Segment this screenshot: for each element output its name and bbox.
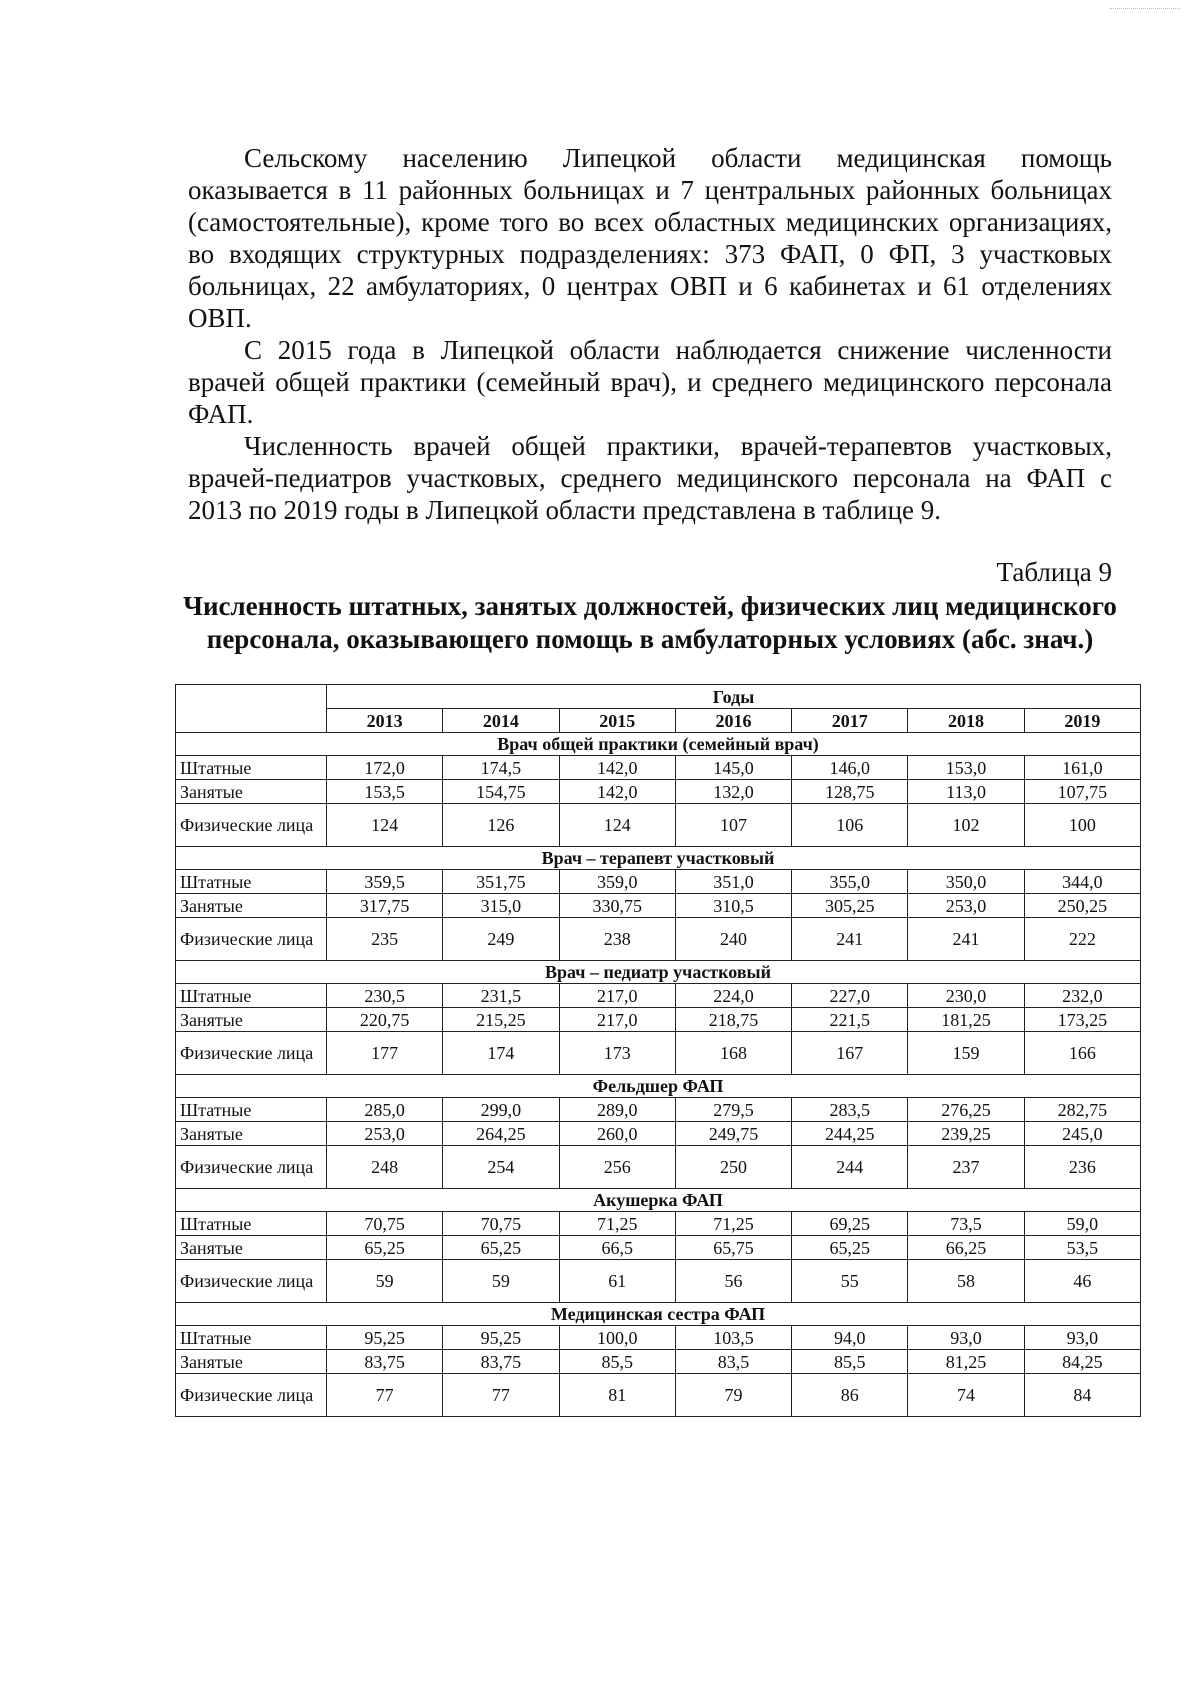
value-cell: 100,0 bbox=[559, 1326, 675, 1350]
value-cell: 351,0 bbox=[675, 870, 791, 894]
section-row bbox=[176, 1303, 1141, 1326]
value-cell: 103,5 bbox=[675, 1326, 791, 1350]
value-cell: 55 bbox=[792, 1260, 908, 1303]
value-cell: 53,5 bbox=[1024, 1236, 1140, 1260]
value-cell: 59 bbox=[443, 1260, 559, 1303]
value-cell: 315,0 bbox=[443, 894, 559, 918]
value-cell: 83,5 bbox=[675, 1350, 791, 1374]
value-cell: 174 bbox=[443, 1032, 559, 1075]
value-cell: 344,0 bbox=[1024, 870, 1140, 894]
value-cell: 248 bbox=[327, 1146, 443, 1189]
value-cell: 230,0 bbox=[908, 984, 1024, 1008]
value-cell: 239,25 bbox=[908, 1122, 1024, 1146]
row-label: Занятые bbox=[176, 1122, 327, 1146]
value-cell: 61 bbox=[559, 1260, 675, 1303]
value-cell: 217,0 bbox=[559, 984, 675, 1008]
header-corner-cell bbox=[176, 685, 327, 733]
table-row bbox=[176, 870, 1141, 894]
paragraph: С 2015 года в Липецкой области наблюдается снижение численности врачей общей практики (семейный врач), и среднего медицинского персонала ФАП. bbox=[188, 335, 1112, 429]
value-cell: 159 bbox=[908, 1032, 1024, 1075]
value-cell: 253,0 bbox=[908, 894, 1024, 918]
value-cell: 81 bbox=[559, 1374, 675, 1417]
value-cell: 181,25 bbox=[908, 1008, 1024, 1032]
table-row bbox=[176, 1098, 1141, 1122]
value-cell: 84,25 bbox=[1024, 1350, 1140, 1374]
year-header-cell: 2016 bbox=[675, 709, 791, 733]
value-cell: 70,75 bbox=[327, 1212, 443, 1236]
value-cell: 94,0 bbox=[792, 1326, 908, 1350]
value-cell: 100 bbox=[1024, 804, 1140, 847]
section-row bbox=[176, 961, 1141, 984]
table-row bbox=[176, 984, 1141, 1008]
value-cell: 66,25 bbox=[908, 1236, 1024, 1260]
value-cell: 264,25 bbox=[443, 1122, 559, 1146]
value-cell: 359,0 bbox=[559, 870, 675, 894]
value-cell: 249 bbox=[443, 918, 559, 961]
row-label: Штатные bbox=[176, 870, 327, 894]
row-label: Физические лица bbox=[176, 918, 327, 961]
value-cell: 83,75 bbox=[327, 1350, 443, 1374]
value-cell: 222 bbox=[1024, 918, 1140, 961]
header-row bbox=[176, 685, 1141, 709]
value-cell: 58 bbox=[908, 1260, 1024, 1303]
row-label: Штатные bbox=[176, 756, 327, 780]
paragraph: Сельскому населению Липецкой области медицинская помощь оказывается в 11 районных больницах и 7 центральных районных больницах (самостоятельные), кроме того во всех областных медицинских организациях, во входящих структурных подразделениях: 373 ФАП, 0 ФП, 3 участковых больницах, 22 амбулаториях, 0 центрах ОВП и 6 кабинетах и 61 отделениях ОВП. bbox=[188, 143, 1112, 333]
value-cell: 317,75 bbox=[327, 894, 443, 918]
value-cell: 77 bbox=[443, 1374, 559, 1417]
value-cell: 85,5 bbox=[559, 1350, 675, 1374]
value-cell: 299,0 bbox=[443, 1098, 559, 1122]
value-cell: 93,0 bbox=[1024, 1326, 1140, 1350]
value-cell: 240 bbox=[675, 918, 791, 961]
year-header-cell: 2018 bbox=[908, 709, 1024, 733]
section-row bbox=[176, 733, 1141, 756]
value-cell: 173 bbox=[559, 1032, 675, 1075]
value-cell: 95,25 bbox=[327, 1326, 443, 1350]
value-cell: 241 bbox=[908, 918, 1024, 961]
section-title: Врач – терапевт участковый bbox=[176, 847, 1141, 870]
value-cell: 232,0 bbox=[1024, 984, 1140, 1008]
value-cell: 350,0 bbox=[908, 870, 1024, 894]
table-row bbox=[176, 804, 1141, 847]
value-cell: 230,5 bbox=[327, 984, 443, 1008]
value-cell: 231,5 bbox=[443, 984, 559, 1008]
value-cell: 238 bbox=[559, 918, 675, 961]
value-cell: 227,0 bbox=[792, 984, 908, 1008]
value-cell: 172,0 bbox=[327, 756, 443, 780]
row-label: Штатные bbox=[176, 1098, 327, 1122]
table-row bbox=[176, 1350, 1141, 1374]
row-label: Физические лица bbox=[176, 1032, 327, 1075]
section-row bbox=[176, 1189, 1141, 1212]
value-cell: 305,25 bbox=[792, 894, 908, 918]
value-cell: 260,0 bbox=[559, 1122, 675, 1146]
value-cell: 283,5 bbox=[792, 1098, 908, 1122]
value-cell: 65,25 bbox=[327, 1236, 443, 1260]
table-row bbox=[176, 1122, 1141, 1146]
row-label: Штатные bbox=[176, 1326, 327, 1350]
section-row bbox=[176, 847, 1141, 870]
value-cell: 142,0 bbox=[559, 780, 675, 804]
value-cell: 56 bbox=[675, 1260, 791, 1303]
table-row bbox=[176, 1212, 1141, 1236]
value-cell: 224,0 bbox=[675, 984, 791, 1008]
value-cell: 168 bbox=[675, 1032, 791, 1075]
value-cell: 70,75 bbox=[443, 1212, 559, 1236]
value-cell: 79 bbox=[675, 1374, 791, 1417]
value-cell: 237 bbox=[908, 1146, 1024, 1189]
value-cell: 153,5 bbox=[327, 780, 443, 804]
value-cell: 81,25 bbox=[908, 1350, 1024, 1374]
value-cell: 65,25 bbox=[792, 1236, 908, 1260]
row-label: Занятые bbox=[176, 1350, 327, 1374]
value-cell: 282,75 bbox=[1024, 1098, 1140, 1122]
table-row bbox=[176, 1032, 1141, 1075]
row-label: Физические лица bbox=[176, 1260, 327, 1303]
value-cell: 77 bbox=[327, 1374, 443, 1417]
section-row bbox=[176, 1075, 1141, 1098]
value-cell: 250,25 bbox=[1024, 894, 1140, 918]
value-cell: 95,25 bbox=[443, 1326, 559, 1350]
table-row bbox=[176, 1008, 1141, 1032]
value-cell: 279,5 bbox=[675, 1098, 791, 1122]
value-cell: 102 bbox=[908, 804, 1024, 847]
value-cell: 84 bbox=[1024, 1374, 1140, 1417]
value-cell: 93,0 bbox=[908, 1326, 1024, 1350]
table-title: Численность штатных, занятых должностей, физических лиц медицинского персонала, оказывающего помощь в амбулаторных условиях (абс. знач.) bbox=[183, 591, 1117, 654]
row-label: Занятые bbox=[176, 894, 327, 918]
value-cell: 217,0 bbox=[559, 1008, 675, 1032]
staff-table bbox=[175, 684, 1141, 1417]
row-label: Штатные bbox=[176, 984, 327, 1008]
value-cell: 113,0 bbox=[908, 780, 1024, 804]
value-cell: 46 bbox=[1024, 1260, 1140, 1303]
value-cell: 145,0 bbox=[675, 756, 791, 780]
value-cell: 132,0 bbox=[675, 780, 791, 804]
value-cell: 236 bbox=[1024, 1146, 1140, 1189]
value-cell: 69,25 bbox=[792, 1212, 908, 1236]
row-label: Занятые bbox=[176, 1236, 327, 1260]
value-cell: 161,0 bbox=[1024, 756, 1140, 780]
year-header-cell: 2019 bbox=[1024, 709, 1140, 733]
value-cell: 167 bbox=[792, 1032, 908, 1075]
value-cell: 71,25 bbox=[675, 1212, 791, 1236]
value-cell: 73,5 bbox=[908, 1212, 1024, 1236]
table-row bbox=[176, 894, 1141, 918]
table-row bbox=[176, 1146, 1141, 1189]
value-cell: 66,5 bbox=[559, 1236, 675, 1260]
value-cell: 355,0 bbox=[792, 870, 908, 894]
table-row bbox=[176, 1374, 1141, 1417]
years-header: Годы bbox=[327, 685, 1141, 709]
value-cell: 220,75 bbox=[327, 1008, 443, 1032]
value-cell: 249,75 bbox=[675, 1122, 791, 1146]
value-cell: 310,5 bbox=[675, 894, 791, 918]
value-cell: 142,0 bbox=[559, 756, 675, 780]
value-cell: 154,75 bbox=[443, 780, 559, 804]
value-cell: 253,0 bbox=[327, 1122, 443, 1146]
value-cell: 330,75 bbox=[559, 894, 675, 918]
value-cell: 285,0 bbox=[327, 1098, 443, 1122]
value-cell: 65,25 bbox=[443, 1236, 559, 1260]
value-cell: 59 bbox=[327, 1260, 443, 1303]
value-cell: 85,5 bbox=[792, 1350, 908, 1374]
row-label: Занятые bbox=[176, 780, 327, 804]
value-cell: 128,75 bbox=[792, 780, 908, 804]
value-cell: 351,75 bbox=[443, 870, 559, 894]
table-caption: Таблица 9 bbox=[996, 557, 1112, 587]
value-cell: 177 bbox=[327, 1032, 443, 1075]
table-body bbox=[176, 685, 1141, 1417]
value-cell: 86 bbox=[792, 1374, 908, 1417]
table-row bbox=[176, 1260, 1141, 1303]
table-row bbox=[176, 918, 1141, 961]
section-title: Акушерка ФАП bbox=[176, 1189, 1141, 1212]
value-cell: 245,0 bbox=[1024, 1122, 1140, 1146]
table-row bbox=[176, 1326, 1141, 1350]
value-cell: 83,75 bbox=[443, 1350, 559, 1374]
row-label: Физические лица bbox=[176, 804, 327, 847]
value-cell: 241 bbox=[792, 918, 908, 961]
value-cell: 65,75 bbox=[675, 1236, 791, 1260]
value-cell: 166 bbox=[1024, 1032, 1140, 1075]
value-cell: 124 bbox=[327, 804, 443, 847]
value-cell: 106 bbox=[792, 804, 908, 847]
row-label: Физические лица bbox=[176, 1374, 327, 1417]
value-cell: 359,5 bbox=[327, 870, 443, 894]
value-cell: 289,0 bbox=[559, 1098, 675, 1122]
value-cell: 256 bbox=[559, 1146, 675, 1189]
paragraph: Численность врачей общей практики, врачей-терапевтов участковых, врачей-педиатров участковых, среднего медицинского персонала на ФАП с 2013 по 2019 годы в Липецкой области представлена в таблице 9. bbox=[188, 431, 1112, 525]
value-cell: 124 bbox=[559, 804, 675, 847]
year-header-cell: 2013 bbox=[327, 709, 443, 733]
row-label: Штатные bbox=[176, 1212, 327, 1236]
year-header-cell: 2017 bbox=[792, 709, 908, 733]
value-cell: 254 bbox=[443, 1146, 559, 1189]
year-header-cell: 2014 bbox=[443, 709, 559, 733]
value-cell: 276,25 bbox=[908, 1098, 1024, 1122]
value-cell: 235 bbox=[327, 918, 443, 961]
section-title: Врач – педиатр участковый bbox=[176, 961, 1141, 984]
value-cell: 107,75 bbox=[1024, 780, 1140, 804]
value-cell: 218,75 bbox=[675, 1008, 791, 1032]
value-cell: 244,25 bbox=[792, 1122, 908, 1146]
value-cell: 173,25 bbox=[1024, 1008, 1140, 1032]
value-cell: 146,0 bbox=[792, 756, 908, 780]
row-label: Занятые bbox=[176, 1008, 327, 1032]
value-cell: 153,0 bbox=[908, 756, 1024, 780]
section-title: Медицинская сестра ФАП bbox=[176, 1303, 1141, 1326]
table-row bbox=[176, 780, 1141, 804]
value-cell: 174,5 bbox=[443, 756, 559, 780]
value-cell: 71,25 bbox=[559, 1212, 675, 1236]
value-cell: 107 bbox=[675, 804, 791, 847]
value-cell: 59,0 bbox=[1024, 1212, 1140, 1236]
value-cell: 221,5 bbox=[792, 1008, 908, 1032]
body-text bbox=[188, 142, 1112, 526]
value-cell: 244 bbox=[792, 1146, 908, 1189]
table-row bbox=[176, 1236, 1141, 1260]
value-cell: 215,25 bbox=[443, 1008, 559, 1032]
value-cell: 74 bbox=[908, 1374, 1024, 1417]
year-header-cell: 2015 bbox=[559, 709, 675, 733]
table-row bbox=[176, 756, 1141, 780]
section-title: Фельдшер ФАП bbox=[176, 1075, 1141, 1098]
value-cell: 250 bbox=[675, 1146, 791, 1189]
value-cell: 126 bbox=[443, 804, 559, 847]
scan-artifact bbox=[1110, 8, 1180, 10]
section-title: Врач общей практики (семейный врач) bbox=[176, 733, 1141, 756]
row-label: Физические лица bbox=[176, 1146, 327, 1189]
